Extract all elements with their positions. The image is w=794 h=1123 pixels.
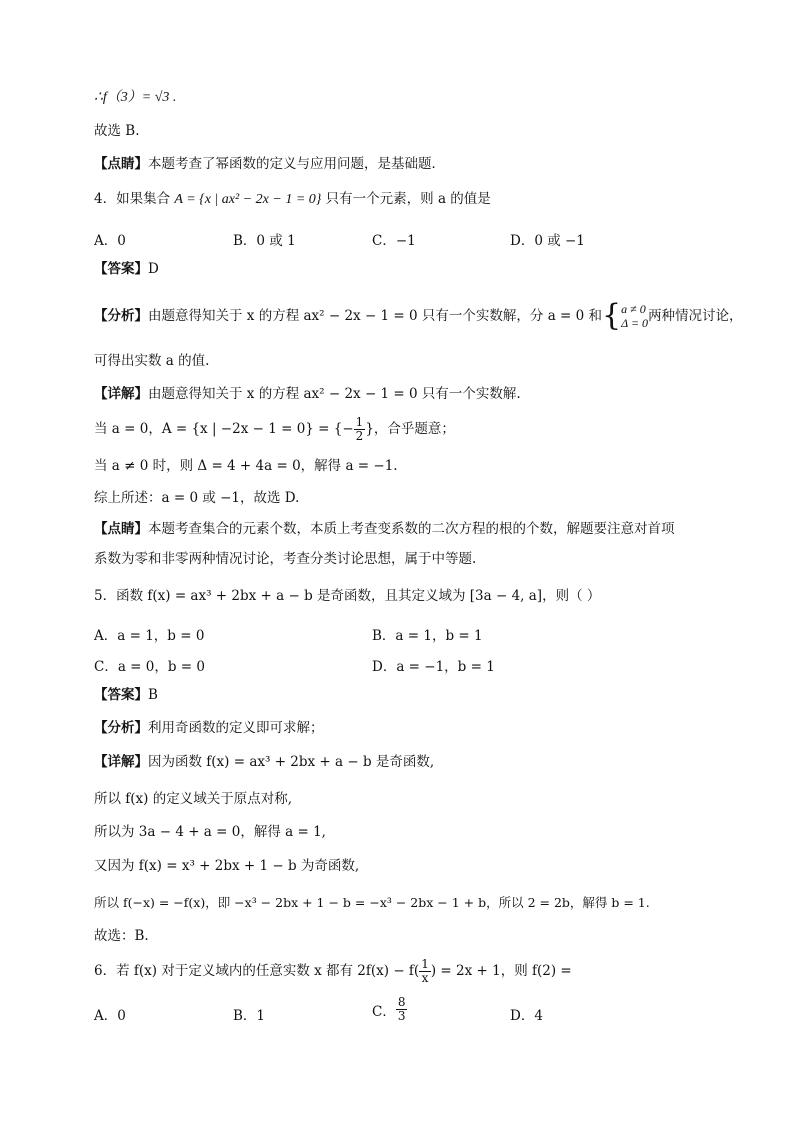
option-c xyxy=(372,996,407,1023)
analysis-text: 利用奇函数的定义即可求解； xyxy=(148,720,324,736)
text-line: 又因为 f(x) = x³ + 2bx + 1 − b 为奇函数, xyxy=(94,858,360,874)
option-d: D．0 或 −1 xyxy=(510,233,585,249)
stem-text: 只有一个元素，则 a 的值是 xyxy=(321,191,491,207)
case-text: }，合乎题意； xyxy=(365,421,455,437)
summary-line: 综上所述：a = 0 或 −1，故选 D. xyxy=(94,490,300,506)
detail-text: 因为函数 f(x) = ax³ + 2bx + a − b 是奇函数, xyxy=(148,754,435,770)
text-line: 可得出实数 a 的值. xyxy=(94,353,210,369)
text-line: 所以 f(−x) = −f(x)，即 −x³ − 2bx + 1 − b = −x³ − 2bx − 1 + b，所以 2 = 2b，解得 b = 1. xyxy=(94,895,650,910)
fraction xyxy=(396,996,408,1023)
comment-line xyxy=(94,520,675,538)
case-text: 当 a = 0，A = {x | −2x − 1 = 0} = {− xyxy=(94,421,354,437)
comment-line: 系数为零和非零两种情况讨论，考查分类讨论思想，属于中等题. xyxy=(94,551,477,567)
text-line: 所以为 3a − 4 + a = 0，解得 a = 1, xyxy=(94,824,326,840)
numerator: 1 xyxy=(355,414,364,429)
section-tag: 【答案】 xyxy=(94,687,148,703)
comment-line xyxy=(94,155,445,173)
detail-text: 由题意得知关于 x 的方程 ax² − 2x − 1 = 0 只有一个实数解. xyxy=(148,386,521,402)
option-a: A．0 xyxy=(94,1008,126,1024)
system-row: Δ = 0 xyxy=(621,316,649,330)
section-tag: 【分析】 xyxy=(94,308,148,324)
analysis-line xyxy=(94,719,324,737)
section-tag: 【详解】 xyxy=(94,386,148,402)
stem-text: ) = 2x + 1，则 f(2) = xyxy=(430,963,572,979)
brace-icon: { xyxy=(602,298,622,333)
stem-text: 6．若 f(x) 对于定义域内的任意实数 x 都有 2f(x) − f( xyxy=(94,963,420,979)
numerator: 8 xyxy=(397,995,406,1009)
option-b: B．1 xyxy=(233,1008,266,1024)
system-row: a ≠ 0 xyxy=(621,302,646,316)
analysis-text: 由题意得知关于 x 的方程 ax² − 2x − 1 = 0 只有一个实数解，分 a = 0 和 xyxy=(148,308,603,324)
text-line: 所以 f(x) 的定义域关于原点对称, xyxy=(94,791,293,807)
equation-system xyxy=(602,298,649,333)
analysis-line xyxy=(94,300,743,332)
option-c: C．−1 xyxy=(372,233,416,249)
comment-text: 本题考查集合的元素个数，本质上考查变系数的二次方程的根的个数，解题要注意对首项 xyxy=(148,521,675,537)
numerator: 1 xyxy=(421,956,429,971)
text-line: 故选：B. xyxy=(94,928,149,944)
fraction xyxy=(354,416,366,443)
text-line: 故选 B. xyxy=(94,123,140,139)
option-b: B．0 或 1 xyxy=(233,233,296,249)
comment-text: 本题考查了幂函数的定义与应用问题，是基础题． xyxy=(148,156,445,172)
denominator: 3 xyxy=(397,1009,406,1023)
case-line xyxy=(94,415,455,443)
stem-text: 4．如果集合 xyxy=(94,191,175,207)
denominator: x xyxy=(421,970,429,985)
option-d: D．a = −1，b = 1 xyxy=(372,659,495,675)
fraction xyxy=(419,958,431,985)
option-a: A．a = 1，b = 0 xyxy=(94,628,205,644)
analysis-text: 两种情况讨论， xyxy=(648,308,743,324)
question-4-stem xyxy=(94,190,491,209)
section-tag: 【详解】 xyxy=(94,754,148,770)
option-label: C． xyxy=(372,1003,396,1020)
answer-value: B xyxy=(148,687,158,703)
section-tag: 【分析】 xyxy=(94,720,148,736)
question-5-stem: 5．函数 f(x) = ax³ + 2bx + a − b 是奇函数，且其定义域为 [3a − 4, a]，则（ ） xyxy=(94,588,601,604)
section-tag: 【点睛】 xyxy=(94,156,148,172)
answer-line xyxy=(94,260,159,278)
option-c: C．a = 0，b = 0 xyxy=(94,659,205,675)
section-tag: 【答案】 xyxy=(94,261,148,277)
detail-line xyxy=(94,753,434,771)
case-line: 当 a ≠ 0 时，则 Δ = 4 + 4a = 0，解得 a = −1. xyxy=(94,458,398,474)
detail-line xyxy=(94,385,521,403)
answer-value: D xyxy=(148,261,159,277)
section-tag: 【点睛】 xyxy=(94,521,148,537)
set-formula: A = {x | ax² − 2x − 1 = 0} xyxy=(174,192,322,207)
question-6-stem xyxy=(94,956,572,986)
denominator: 2 xyxy=(355,428,364,443)
answer-line xyxy=(94,686,158,704)
conclusion-formula: ∴f（3）= √3 . xyxy=(94,90,177,105)
option-d: D．4 xyxy=(510,1008,543,1024)
text-line xyxy=(94,88,176,107)
option-a: A．0 xyxy=(94,233,126,249)
option-b: B．a = 1，b = 1 xyxy=(372,628,483,644)
